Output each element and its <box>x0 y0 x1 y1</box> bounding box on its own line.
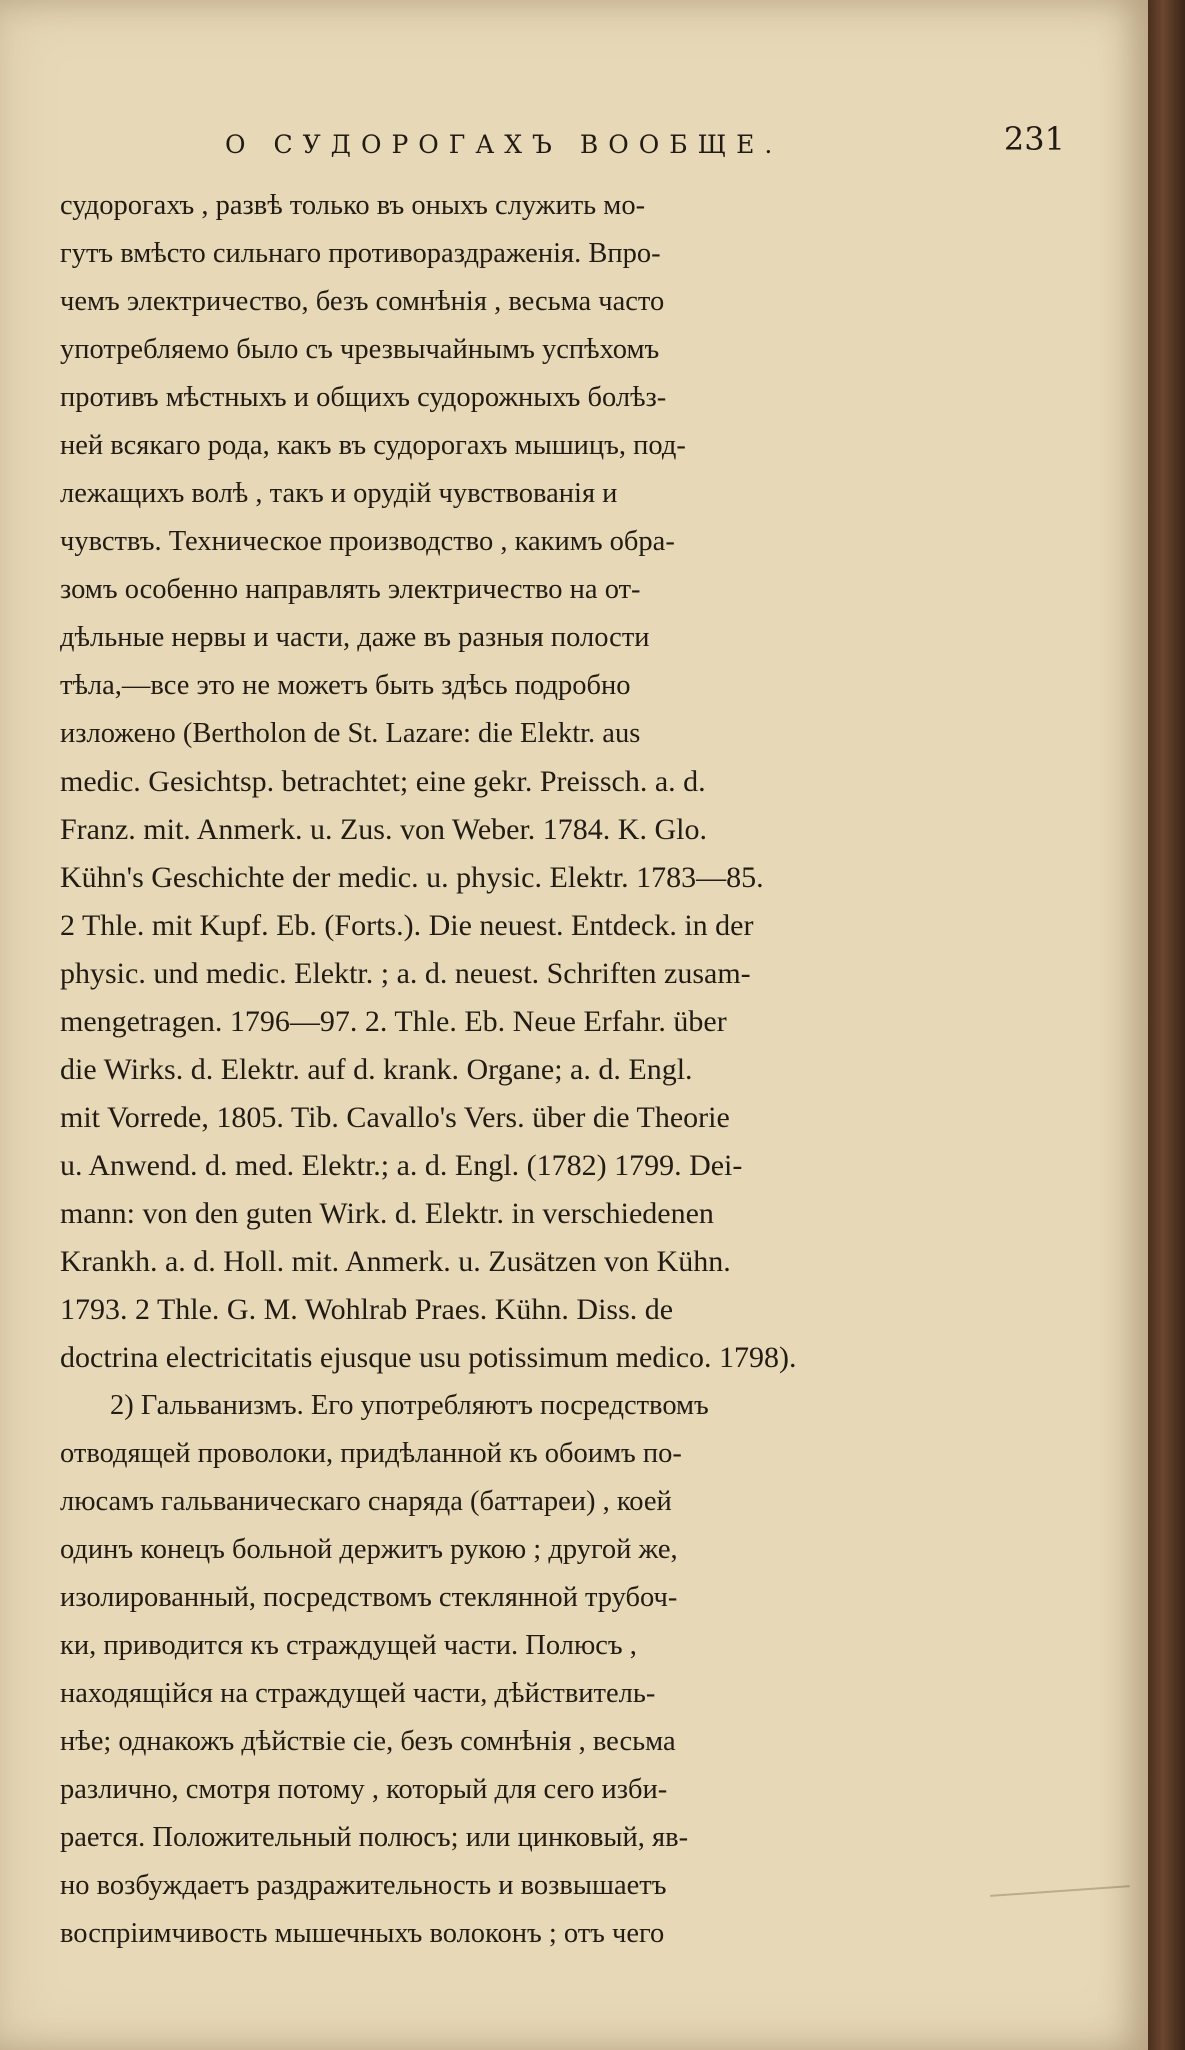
text-line: лежащихъ волѣ , такъ и орудій чувствованія и <box>60 478 618 509</box>
text-line: воспріимчивость мышечныхъ волоконъ ; отъ чего <box>60 1918 665 1949</box>
text-line: изолированный, посредствомъ стеклянной трубоч- <box>60 1582 678 1613</box>
citation-line: 1793. 2 Thle. G. M. Wohlrab Praes. Kühn. Diss. de <box>60 1293 674 1326</box>
citation-line: medic. Gesichtsp. betrachtet; eine gekr. Preissch. a. d. <box>60 765 706 798</box>
text-line: зомъ особенно направлять электричество на от- <box>60 574 641 605</box>
citation-line: Franz. mit. Anmerk. u. Zus. von Weber. 1784. K. Glo. <box>60 813 707 846</box>
text-line: рается. Положительный полюсъ; или цинковый, яв- <box>60 1822 689 1853</box>
text-line: чувствъ. Техническое производство , какимъ обра- <box>60 526 675 557</box>
citation-line: die Wirks. d. Elektr. auf d. krank. Organe; a. d. Engl. <box>60 1053 693 1086</box>
page-number: 231 <box>1003 120 1065 158</box>
citation-line: doctrina electricitatis ejusque usu potissimum medico. 1798). <box>60 1341 797 1374</box>
running-head <box>225 120 1065 170</box>
citation-line: mengetragen. 1796—97. 2. Thle. Eb. Neue Erfahr. über <box>60 1005 727 1038</box>
text-line: изложено (Bertholon de St. Lazare: die Elektr. aus <box>60 718 641 749</box>
citation-line: physic. und medic. Elektr. ; a. d. neuest. Schriften zusam- <box>60 957 751 990</box>
citation-line: u. Anwend. d. med. Elektr.; a. d. Engl. (1782) 1799. Dei- <box>60 1149 743 1182</box>
text-line: различно, смотря потому , который для сего изби- <box>60 1774 668 1805</box>
citation-line: Krankh. a. d. Holl. mit. Anmerk. u. Zusätzen von Kühn. <box>60 1245 731 1278</box>
citation-line: mann: von den guten Wirk. d. Elektr. in verschiedenen <box>60 1197 714 1230</box>
paper-crease <box>990 1885 1130 1897</box>
text-line: ки, приводится къ страждущей части. Полюсъ , <box>60 1630 637 1661</box>
text-line: чемъ электричество, безъ сомнѣнія , весьма часто <box>60 286 665 317</box>
citation-line: Kühn's Geschichte der medic. u. physic. Elektr. 1783—85. <box>60 861 764 894</box>
text-line: дѣльные нервы и части, даже въ разныя полости <box>60 622 650 653</box>
book-edge <box>1148 0 1185 2050</box>
text-line: противъ мѣстныхъ и общихъ судорожныхъ болѣз- <box>60 382 667 413</box>
text-line: люсамъ гальваническаго снаряда (баттареи) , коей <box>60 1486 672 1517</box>
text-line: но возбуждаетъ раздражительность и возвышаетъ <box>60 1870 667 1901</box>
body-text <box>60 182 972 1958</box>
text-line: ней всякаго рода, какъ въ судорогахъ мышицъ, под- <box>60 430 686 461</box>
chapter-title: О СУДОРОГАХЪ ВООБЩЕ. <box>225 130 783 159</box>
text-line: нѣе; однакожъ дѣйствіе сіе, безъ сомнѣнія , весьма <box>60 1726 676 1757</box>
text-line: судорогахъ , развѣ только въ оныхъ служить мо- <box>60 190 646 221</box>
citation-line: mit Vorrede, 1805. Tib. Cavallo's Vers. über die Theorie <box>60 1101 730 1134</box>
text-line: тѣла,—все это не можетъ быть здѣсь подробно <box>60 670 631 701</box>
text-line: находящійся на страждущей части, дѣйствитель- <box>60 1678 656 1709</box>
text-line: отводящей проволоки, придѣланной къ обоимъ по- <box>60 1438 682 1469</box>
text-line: употребляемо было съ чрезвычайнымъ успѣхомъ <box>60 334 660 365</box>
text-line: одинъ конецъ больной держитъ рукою ; другой же, <box>60 1534 678 1565</box>
citation-line: 2 Thle. mit Kupf. Eb. (Forts.). Die neuest. Entdeck. in der <box>60 909 754 942</box>
text-line: гутъ вмѣсто сильнаго противораздраженія. Впро- <box>60 238 661 269</box>
paragraph-start-line: 2) Гальванизмъ. Его употребляютъ посредствомъ <box>110 1390 709 1421</box>
